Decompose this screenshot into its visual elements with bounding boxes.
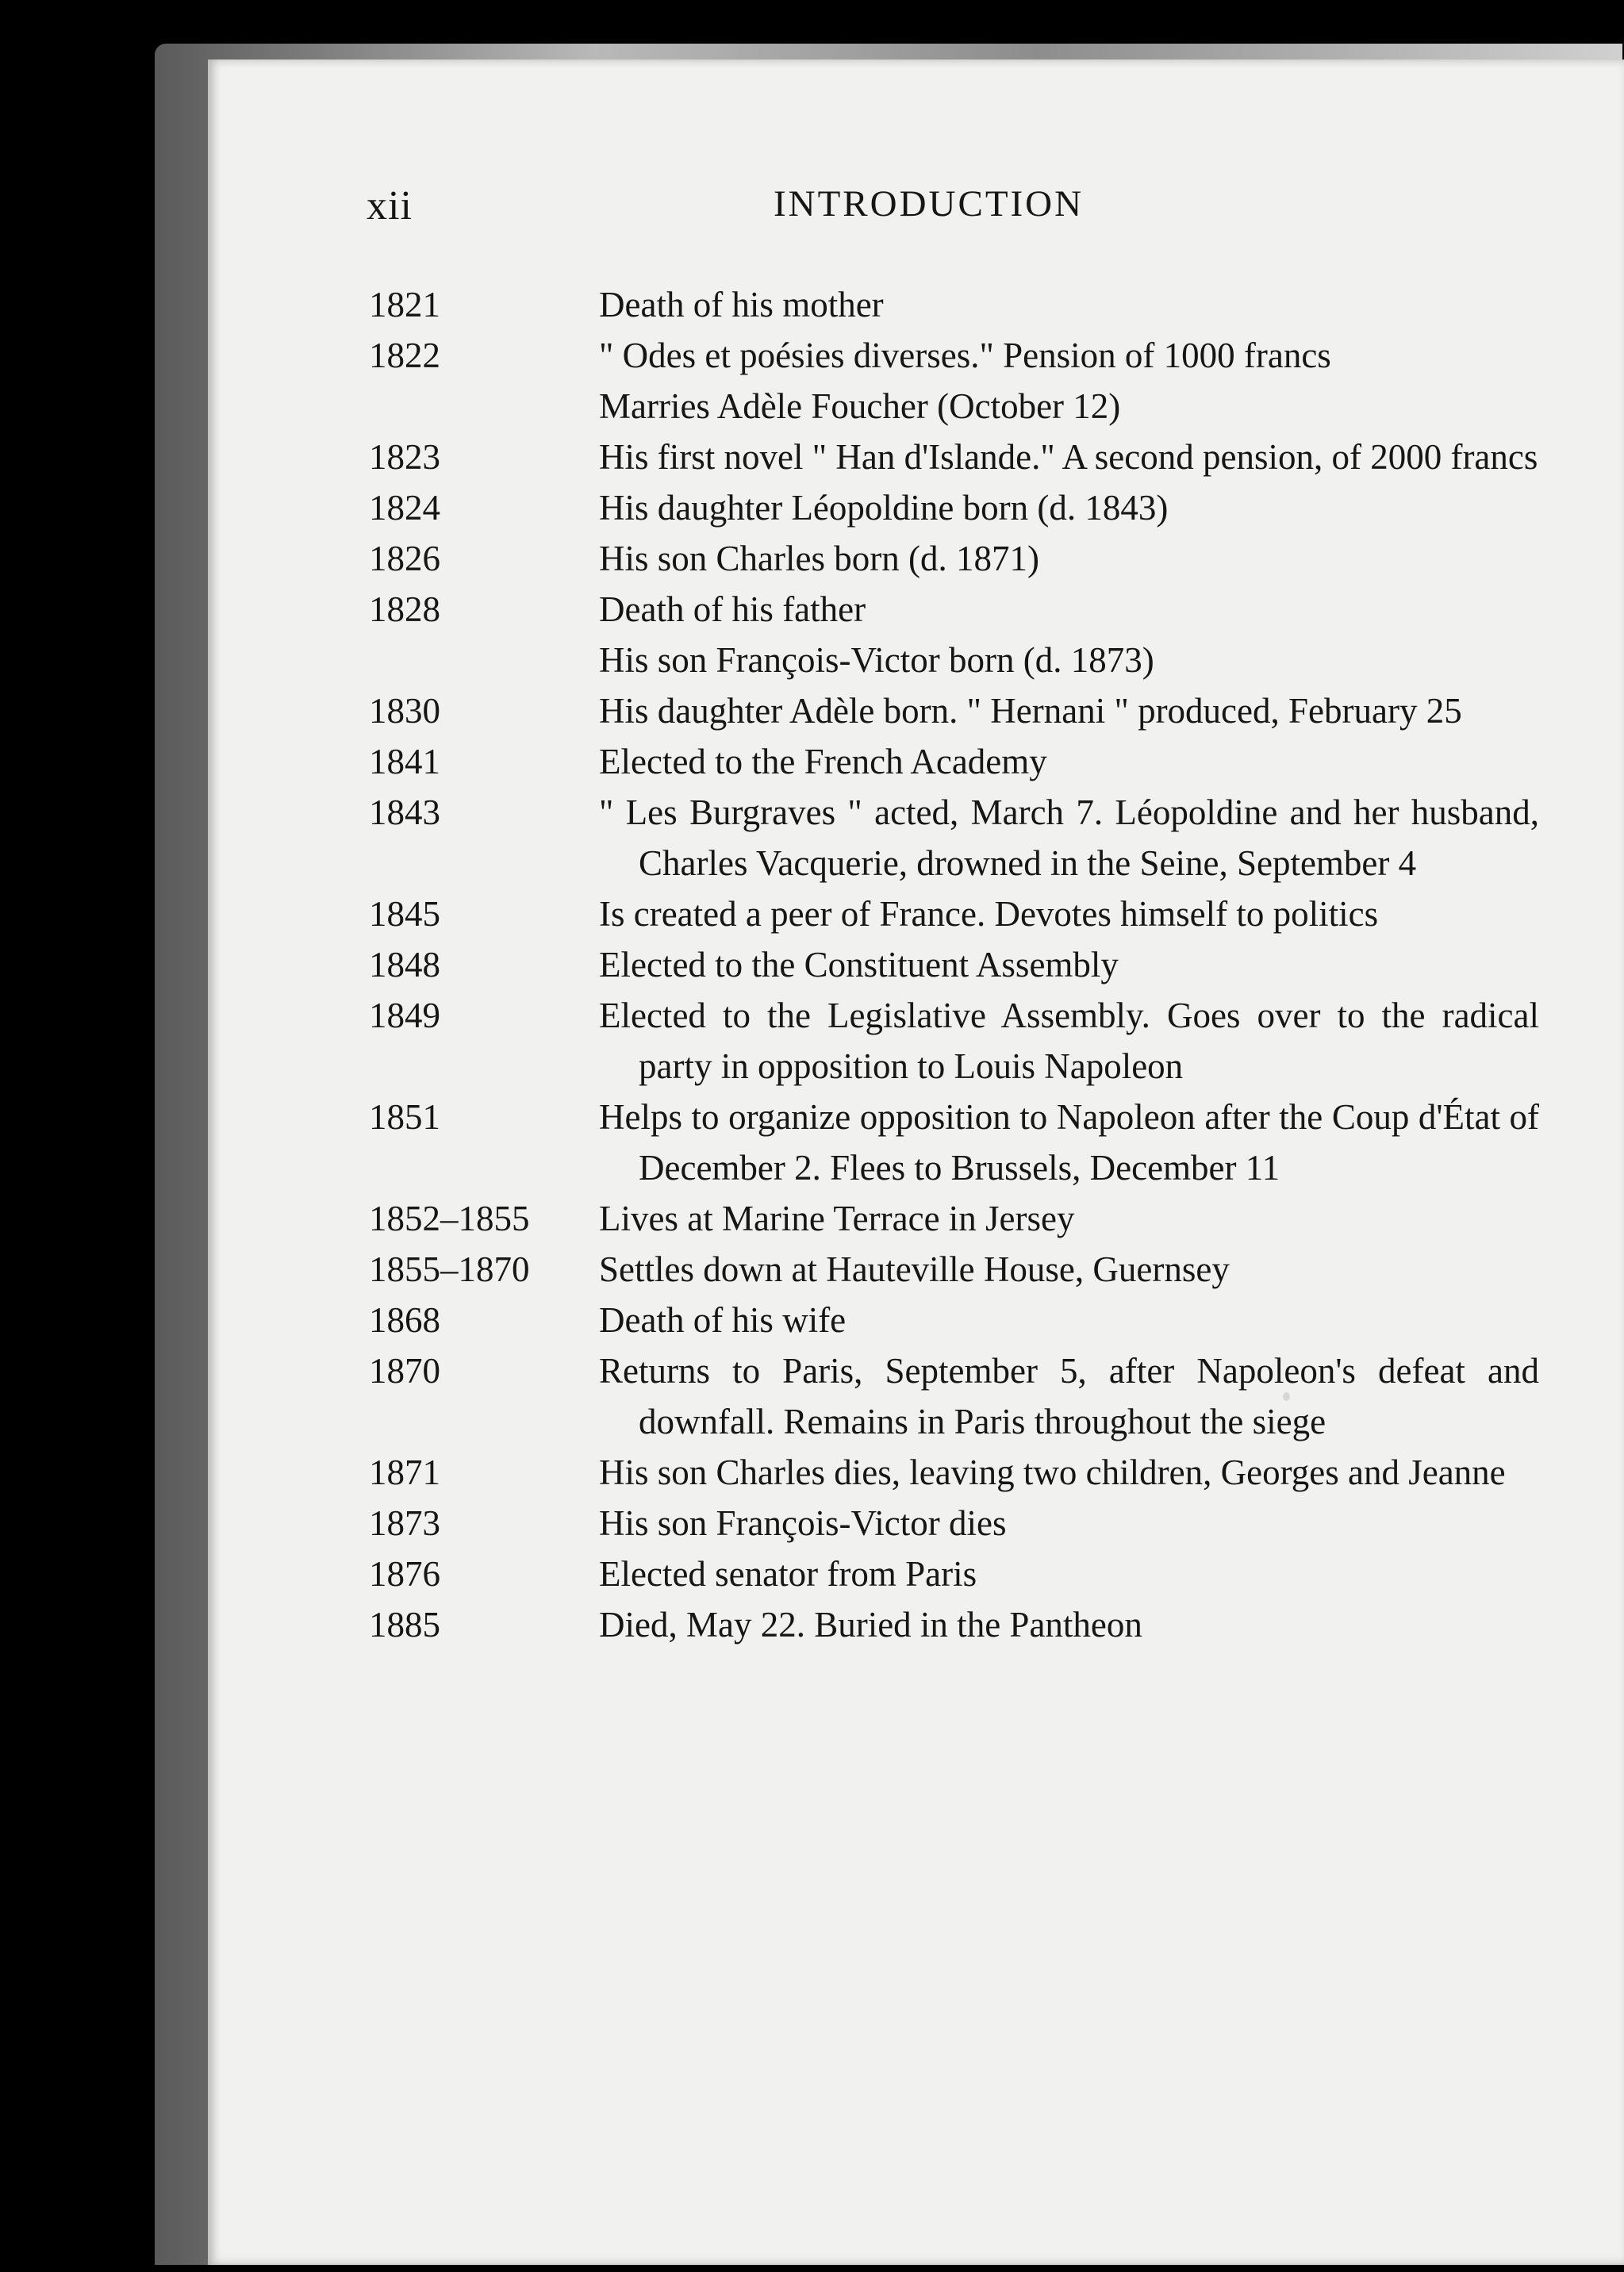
chronology-entry [369,1345,1539,1447]
page-number: xii [367,183,413,228]
entry-text: His son Charles dies, leaving two children, Georges and Jeanne [599,1453,1506,1492]
entry-text: His daughter Léopoldine born (d. 1843) [599,488,1169,528]
entry-year: 1855–1870 [369,1249,530,1289]
entry-text: His son Charles born (d. 1871) [599,539,1039,578]
entry-text: Elected to the French Academy [599,742,1047,781]
entry-year: 1843 [369,793,440,832]
entry-text: " Les Burgraves " acted, March 7. Léopoldine and her husband, Charles Vacquerie, drowned in the Seine, September 4 [599,793,1539,883]
chronology-entry [369,482,1539,533]
entry-year: 1885 [369,1605,440,1645]
chronology-entry [369,1498,1539,1549]
chronology-entry [369,1092,1539,1193]
chronology-entry [369,432,1539,482]
entry-year: 1823 [369,437,440,477]
entry-text: His son François-Victor dies [599,1503,1007,1543]
entry-year: 1826 [369,539,440,578]
entry-year: 1848 [369,945,440,984]
chronology-entry [369,1447,1539,1498]
entry-year: 1870 [369,1351,440,1391]
running-head [0,182,1624,246]
entry-year: 1871 [369,1453,440,1492]
entry-text: Returns to Paris, September 5, after Napoleon's defeat and downfall. Remains in Paris throughout the siege [599,1351,1539,1441]
chronology-entry [369,1295,1539,1345]
entry-text: Died, May 22. Buried in the Pantheon [599,1605,1142,1645]
chronology-entry [369,584,1539,635]
entry-year: 1852–1855 [369,1199,530,1238]
entry-text: His son François-Victor born (d. 1873) [599,640,1154,680]
entry-text: Marries Adèle Foucher (October 12) [599,386,1121,426]
entry-text: Elected to the Legislative Assembly. Goes over to the radical party in opposition to Louis Napoleon [599,996,1539,1086]
chronology-entry [369,635,1539,685]
chronology-entry [369,888,1539,939]
entry-text: His daughter Adèle born. " Hernani " produced, February 25 [599,691,1462,731]
entry-year: 1845 [369,894,440,934]
entry-text: Lives at Marine Terrace in Jersey [599,1199,1075,1238]
entry-year: 1841 [369,742,440,781]
entry-year: 1868 [369,1300,440,1340]
entry-year: 1873 [369,1503,440,1543]
entry-year: 1821 [369,285,440,324]
chronology-entry [369,685,1539,736]
entry-text: Is created a peer of France. Devotes himself to politics [599,894,1379,934]
running-title: INTRODUCTION [774,183,1085,225]
entry-text: His first novel " Han d'Islande." A second pension, of 2000 francs [599,437,1538,477]
entry-text: Settles down at Hauteville House, Guernsey [599,1249,1230,1289]
entry-year: 1830 [369,691,440,731]
entry-text: Helps to organize opposition to Napoleon after the Coup d'État of December 2. Flees to Brussels, December 11 [599,1097,1539,1188]
chronology-entry [369,787,1539,888]
entry-text: Elected to the Constituent Assembly [599,945,1119,984]
chronology-entry [369,279,1539,330]
entry-year: 1849 [369,996,440,1035]
chronology-entry [369,1193,1539,1244]
chronology-entry [369,736,1539,787]
entry-text: Death of his father [599,589,866,629]
entry-text: " Odes et poésies diverses." Pension of 1000 francs [599,336,1331,375]
entry-year: 1851 [369,1097,440,1137]
entry-year: 1876 [369,1554,440,1594]
entry-year: 1822 [369,336,440,375]
chronology-entry [369,533,1539,584]
chronology-entry [369,1599,1539,1650]
entry-year: 1828 [369,589,440,629]
chronology-entry [369,1549,1539,1599]
chronology-entry [369,939,1539,990]
chronology-entry [369,381,1539,432]
chronology-entry [369,330,1539,381]
entry-text: Elected senator from Paris [599,1554,977,1594]
chronology-table [369,279,1539,1650]
chronology-entry [369,1244,1539,1295]
entry-year: 1824 [369,488,440,528]
entry-text: Death of his wife [599,1300,847,1340]
entry-text: Death of his mother [599,285,884,324]
chronology-entry [369,990,1539,1092]
